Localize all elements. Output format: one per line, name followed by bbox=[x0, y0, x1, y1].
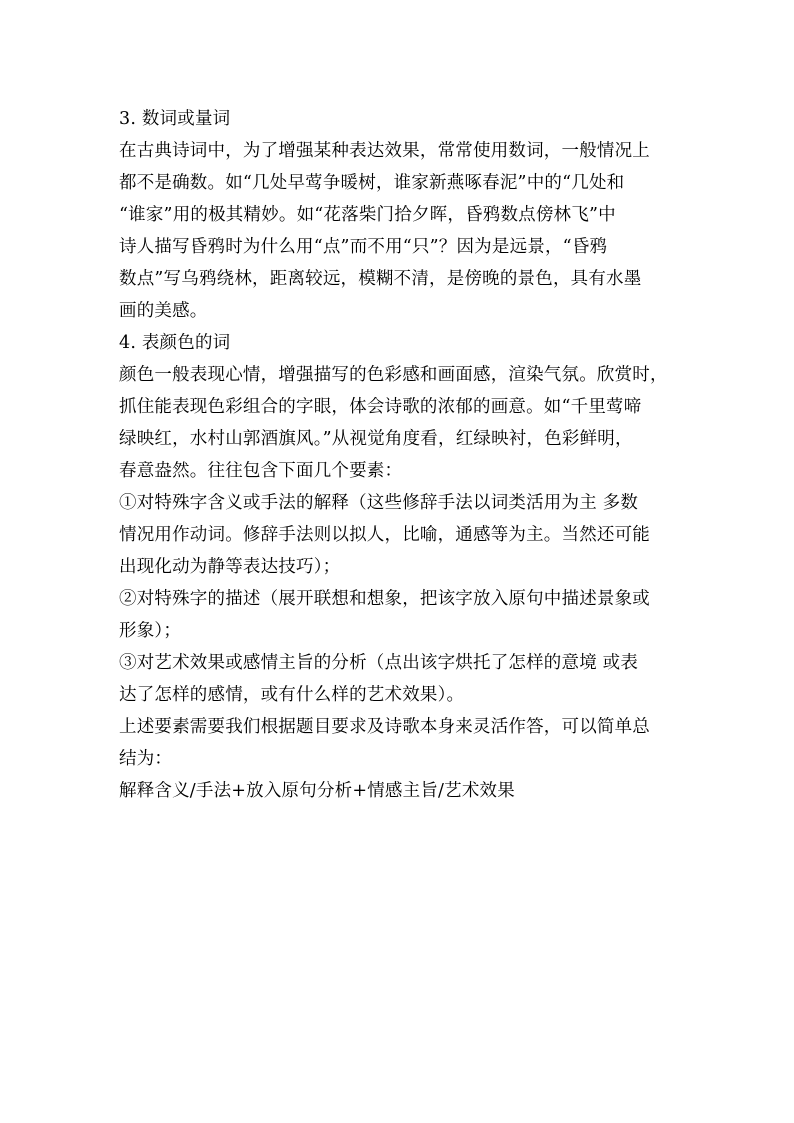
list-item-2-line: 形象）； bbox=[119, 621, 182, 641]
paragraph-line: 抓住能表现色彩组合的字眼，体会诗歌的浓郁的画意。如“千里莺啼 bbox=[119, 397, 642, 417]
summary-line: 上述要素需要我们根据题目要求及诗歌本身来灵活作答，可以简单总 bbox=[119, 717, 650, 737]
paragraph-line: 诗人描写昏鸦时为什么用“点”而不用“只”？因为是远景，“昏鸦 bbox=[119, 237, 608, 257]
list-item-1-line: ①对特殊字含义或手法的解释（这些修辞手法以词类活用为主 多数 bbox=[119, 493, 639, 513]
formula-line: 解释含义/手法+放入原句分析+情感主旨/艺术效果 bbox=[119, 781, 515, 801]
list-item-2-line: ②对特殊字的描述（展开联想和想象，把该字放入原句中描述景象或 bbox=[119, 589, 650, 609]
paragraph-line: 春意盎然。往往包含下面几个要素： bbox=[119, 461, 403, 481]
list-item-1-line: 情况用作动词。修辞手法则以拟人，比喻，通感等为主。当然还可能 bbox=[119, 525, 650, 545]
paragraph-line: 在古典诗词中，为了增强某种表达效果，常常使用数词，一般情况上 bbox=[119, 141, 650, 161]
summary-line: 结为： bbox=[119, 749, 173, 769]
paragraph-line: 都不是确数。如“几处早莺争暖树，谁家新燕啄春泥”中的“几处和 bbox=[119, 173, 625, 193]
paragraph-line: 颜色一般表现心情，增强描写的色彩感和画面感，渲染气氛。欣赏时， bbox=[119, 365, 668, 385]
document-body bbox=[119, 103, 689, 807]
list-item-3-line: ③对艺术效果或感情主旨的分析（点出该字烘托了怎样的意境 或表 bbox=[119, 653, 639, 673]
paragraph-line: 数点”写乌鸦绕林，距离较远，模糊不清，是傍晚的景色，具有水墨 bbox=[119, 269, 642, 289]
paragraph-line: “谁家”用的极其精妙。如“花落柴门拾夕晖，昏鸦数点傍林飞”中 bbox=[119, 205, 616, 225]
paragraph-line: 画的美感。 bbox=[119, 301, 208, 321]
list-item-3-line: 达了怎样的感情，或有什么样的艺术效果）。 bbox=[119, 685, 465, 705]
section-heading-numerals: 3. 数词或量词 bbox=[119, 109, 231, 129]
list-item-1-line: 出现化动为静等表达技巧）； bbox=[119, 557, 341, 577]
paragraph-line: 绿映红，水村山郭酒旗风。”从视觉角度看，红绿映衬，色彩鲜明， bbox=[119, 429, 633, 449]
section-heading-colors: 4. 表颜色的词 bbox=[119, 333, 231, 353]
